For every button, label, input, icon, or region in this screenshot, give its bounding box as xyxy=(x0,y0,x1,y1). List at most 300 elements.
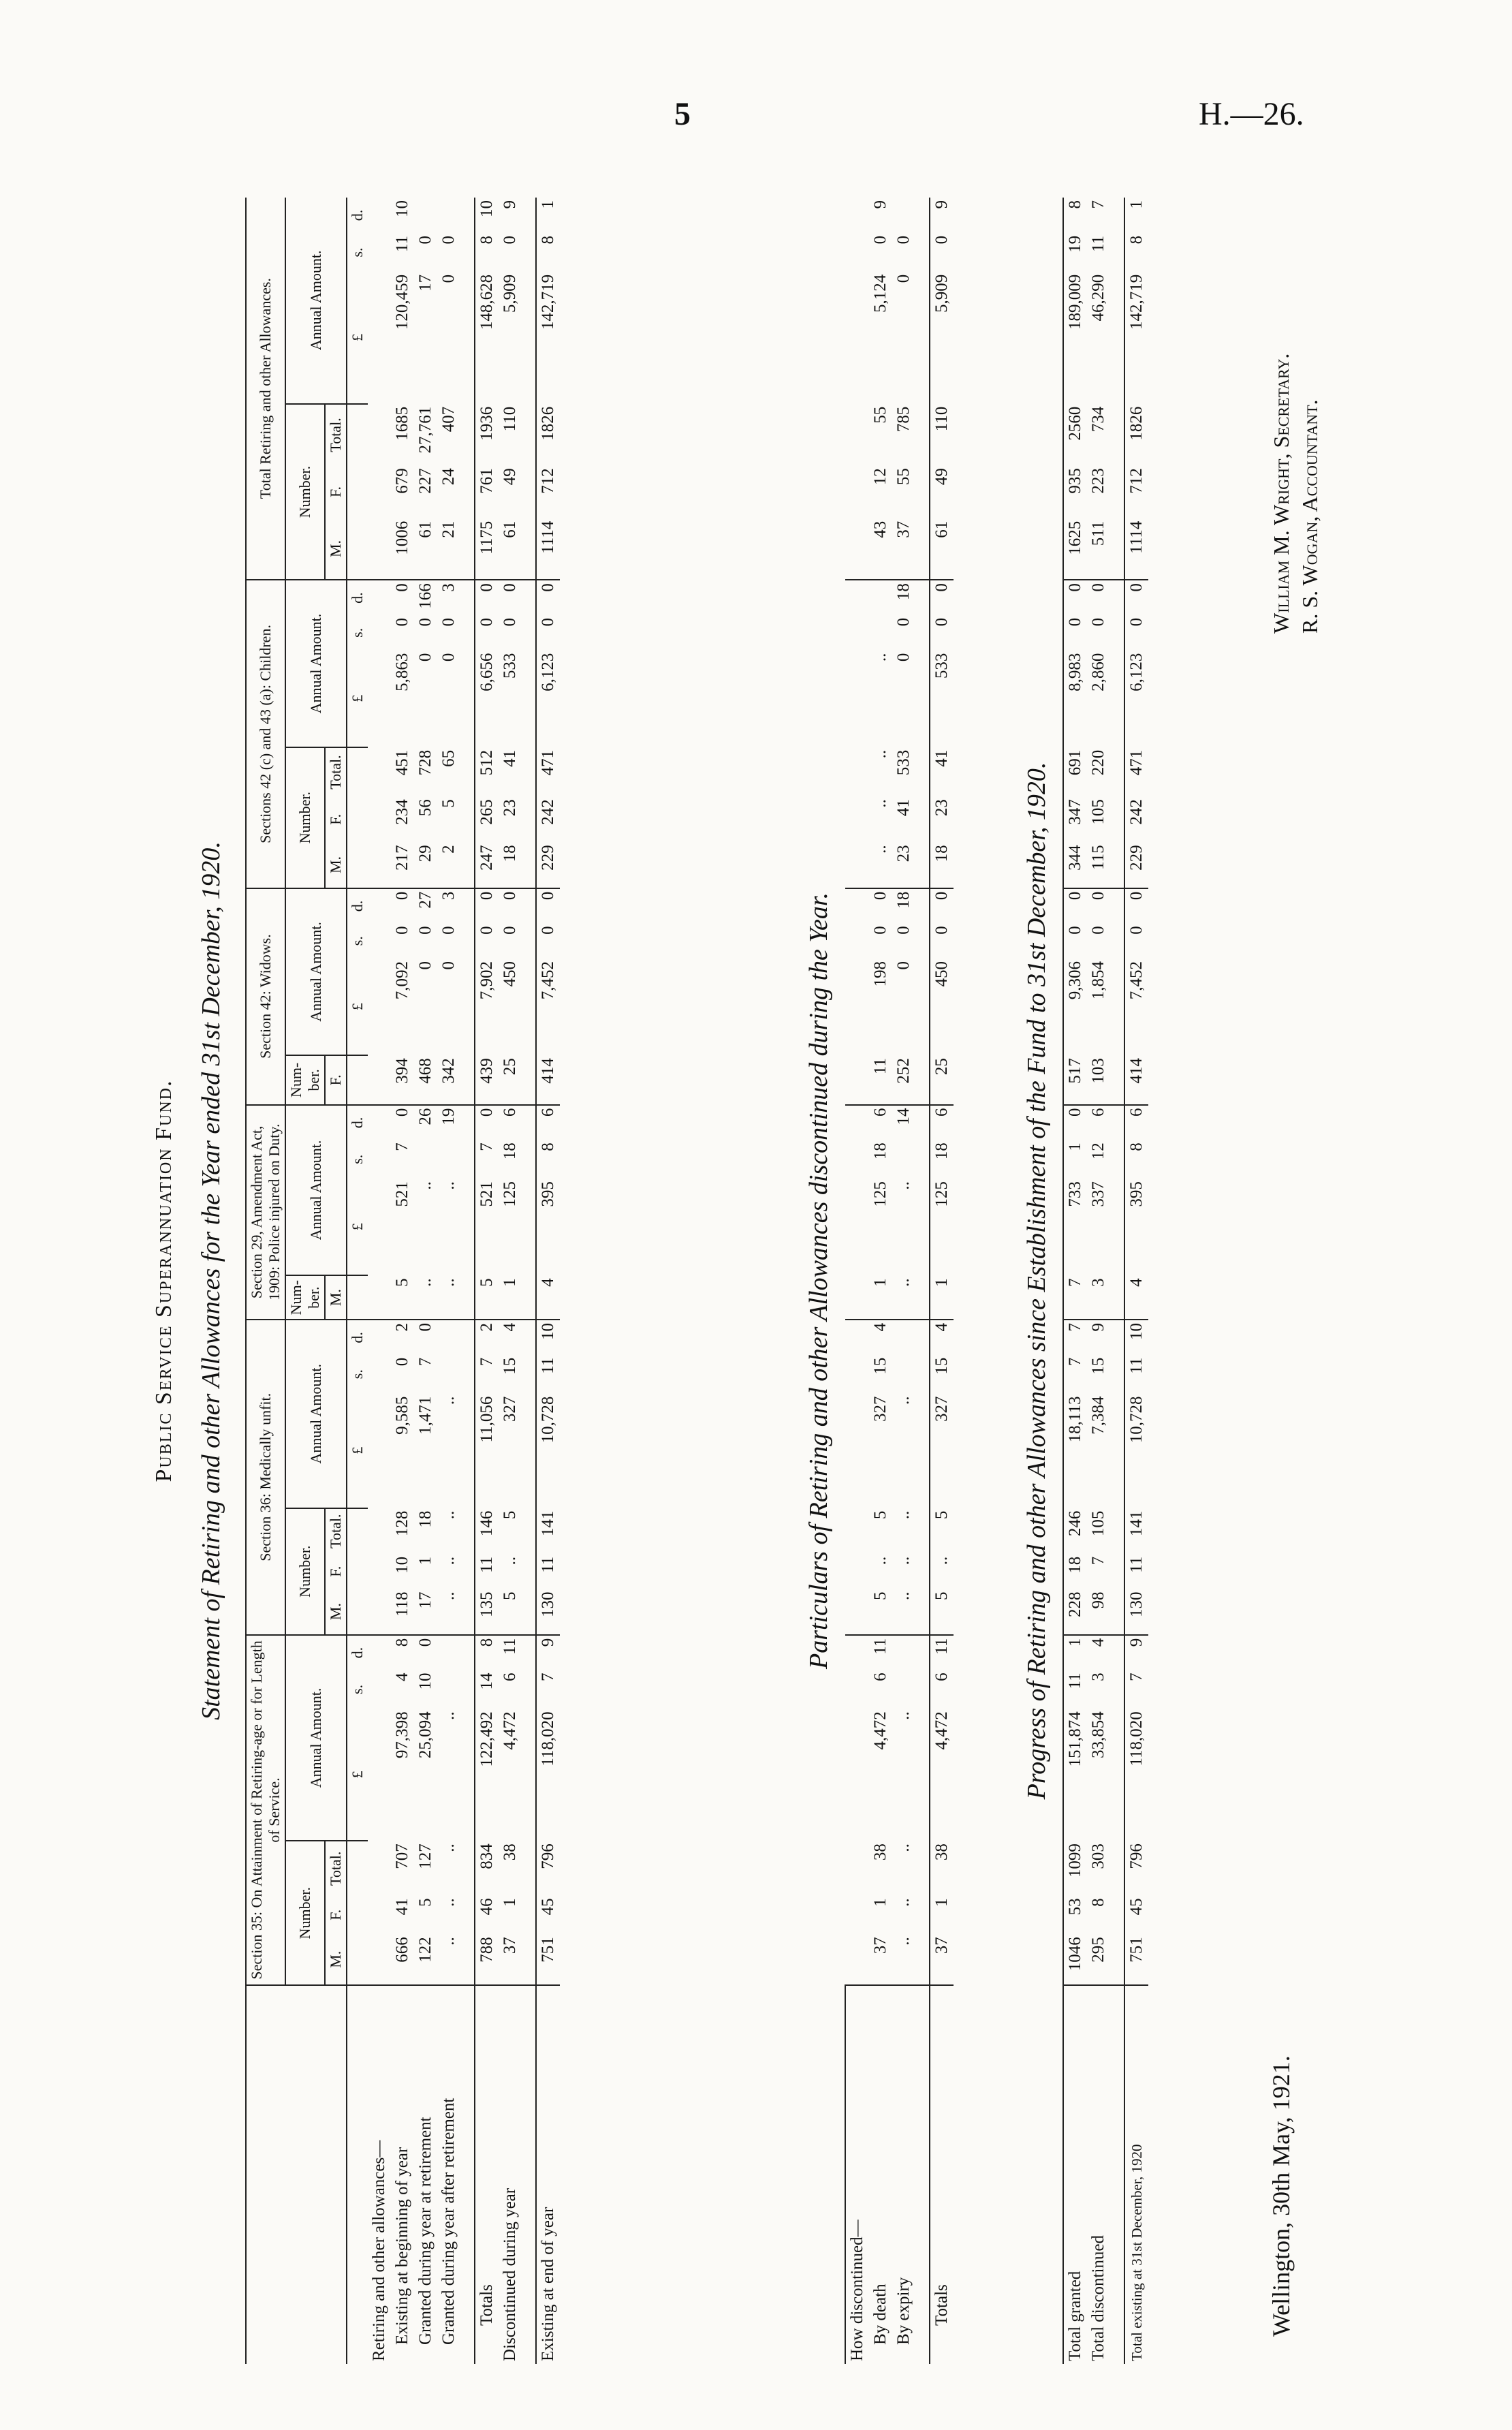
table-cell: 146 xyxy=(477,1510,496,1537)
empty-cell xyxy=(1110,580,1124,615)
empty-cell xyxy=(368,1670,391,1709)
empty-cell xyxy=(1110,1985,1124,2364)
empty-cell xyxy=(915,233,930,272)
empty-cell xyxy=(460,1635,475,1670)
table-cell: 342 xyxy=(439,1058,458,1084)
empty-cell xyxy=(460,198,475,233)
empty-cell xyxy=(845,1895,869,1934)
table-cell: 6 xyxy=(499,1105,522,1140)
empty-cell xyxy=(460,747,475,796)
empty-cell xyxy=(1110,796,1124,842)
table-cell: 8 xyxy=(1127,235,1146,245)
table-cell: 7 xyxy=(1066,1357,1084,1367)
empty-cell xyxy=(915,580,930,615)
empty-cell xyxy=(845,923,869,959)
empty-cell xyxy=(522,1055,536,1104)
table-cell: 2,860 xyxy=(1089,653,1107,691)
table-cell: 25 xyxy=(501,1058,519,1076)
table-cell: 55 xyxy=(871,406,889,424)
table-cell: 0 xyxy=(930,580,954,615)
table-cell: 110 xyxy=(501,406,519,432)
empty-cell xyxy=(915,465,930,518)
table-cell: 9 xyxy=(932,200,951,209)
table-cell: .. xyxy=(416,1278,435,1287)
table-cell: 6,656 xyxy=(477,653,496,691)
table-cell: 0 xyxy=(894,274,913,283)
table-cell: 5,124 xyxy=(871,274,889,313)
table-cell: 10,728 xyxy=(1127,1396,1146,1444)
table-cell: 8 xyxy=(391,1635,414,1670)
empty-cell xyxy=(1110,1670,1124,1709)
empty-cell xyxy=(845,1179,869,1275)
table-cell: 18 xyxy=(501,845,519,862)
table-cell: 468 xyxy=(416,1058,435,1084)
table-cell: 24 xyxy=(439,468,458,486)
table-cell: 220 xyxy=(1089,749,1107,776)
table-cell xyxy=(892,1355,915,1394)
table-cell: 0 xyxy=(501,926,519,935)
empty-cell xyxy=(845,233,869,272)
blank-header xyxy=(347,1055,368,1104)
table-cell: 242 xyxy=(1127,799,1146,825)
document-subtitle: Statement of Retiring and other Allowances for the Year ended 31st December, 1920. xyxy=(197,841,225,1720)
table-row xyxy=(536,198,560,2364)
row-label: Totals xyxy=(930,1985,954,2364)
empty-cell xyxy=(845,747,869,796)
table-row xyxy=(930,198,954,2364)
f-header: F. xyxy=(327,1909,344,1920)
table-cell: 37 xyxy=(894,520,913,538)
empty-cell xyxy=(915,272,930,404)
empty-cell xyxy=(915,747,930,796)
table-cell: 130 xyxy=(1127,1591,1146,1617)
table-cell xyxy=(437,1355,460,1394)
table-cell: 37 xyxy=(932,1937,951,1954)
table-cell: 0 xyxy=(1066,926,1084,935)
empty-cell xyxy=(845,518,869,580)
empty-cell xyxy=(915,1508,930,1554)
empty-cell xyxy=(460,1895,475,1934)
empty-cell xyxy=(915,1841,930,1895)
empty-cell xyxy=(460,923,475,959)
empty-cell xyxy=(522,796,536,842)
table-cell: 61 xyxy=(501,520,519,538)
table-cell: .. xyxy=(871,845,889,854)
table-cell: 533 xyxy=(932,653,951,679)
signatures xyxy=(1267,354,1324,634)
empty-cell xyxy=(915,1105,930,1140)
empty-cell xyxy=(522,272,536,404)
empty-cell xyxy=(460,1709,475,1841)
table-cell: 45 xyxy=(1127,1898,1146,1916)
table-row xyxy=(368,198,391,2364)
table-cell: 0 xyxy=(1066,617,1084,627)
table-cell: 246 xyxy=(1066,1510,1084,1537)
table-cell: 14 xyxy=(477,1672,496,1690)
empty-cell xyxy=(1110,1589,1124,1634)
table-cell: 105 xyxy=(1089,799,1107,825)
table-cell: 53 xyxy=(1066,1898,1084,1916)
table-cell: .. xyxy=(439,1843,458,1852)
empty-cell xyxy=(1110,888,1124,924)
table-cell: 0 xyxy=(932,235,951,245)
table-cell: 29 xyxy=(416,845,435,862)
table-cell: 414 xyxy=(1127,1058,1146,1084)
empty-cell xyxy=(915,518,930,580)
empty-cell xyxy=(915,1895,930,1934)
empty-cell xyxy=(915,923,930,959)
empty-cell xyxy=(915,1635,930,1670)
table-cell: .. xyxy=(894,1843,913,1852)
table-cell: 0 xyxy=(932,926,951,935)
table-row xyxy=(892,198,915,2364)
table-cell: 0 xyxy=(1124,888,1148,924)
table-cell: 43 xyxy=(871,520,889,538)
annual-header: Annual Amount. xyxy=(285,1635,347,1841)
table-cell: 2 xyxy=(391,1320,414,1355)
table-cell: 751 xyxy=(1127,1937,1146,1963)
table-row xyxy=(1063,198,1087,2364)
table-cell: 49 xyxy=(501,468,519,486)
table-cell: .. xyxy=(416,1181,435,1190)
table-cell: 7 xyxy=(1089,1556,1107,1566)
table-cell xyxy=(437,1320,460,1355)
table-cell: 105 xyxy=(1089,1510,1107,1537)
table-row xyxy=(869,198,892,2364)
table-cell: 511 xyxy=(1089,520,1107,546)
table-cell: 97,398 xyxy=(393,1711,411,1759)
table-cell: 6 xyxy=(869,1105,892,1140)
table-cell: 0 xyxy=(1087,580,1110,615)
empty-cell xyxy=(460,888,475,924)
table-cell: 10 xyxy=(393,1556,411,1574)
table-cell: 521 xyxy=(393,1181,411,1207)
table-cell: 61 xyxy=(416,520,435,538)
table-cell: 533 xyxy=(894,749,913,776)
table-cell: 796 xyxy=(539,1843,557,1869)
table-cell: 414 xyxy=(539,1058,557,1084)
table-cell: 785 xyxy=(894,406,913,433)
total-header: Total. xyxy=(325,747,347,796)
table-cell: 1175 xyxy=(477,520,496,555)
document-reference: H.—26. xyxy=(1199,96,1304,132)
empty-cell xyxy=(845,1320,869,1355)
empty-cell xyxy=(845,1055,869,1104)
table-cell: 1826 xyxy=(539,406,557,441)
table-row xyxy=(1124,198,1148,2364)
table-cell: 0 xyxy=(393,1357,411,1367)
table-cell: 8 xyxy=(1066,200,1084,209)
table-cell: 5,863 xyxy=(393,653,411,691)
empty-cell xyxy=(368,1589,391,1635)
table-cell: 110 xyxy=(932,406,951,432)
empty-cell xyxy=(460,796,475,842)
table-cell: 0 xyxy=(414,1635,437,1670)
stub-header xyxy=(347,1985,368,2364)
table-cell: 8 xyxy=(475,1635,499,1670)
empty-cell xyxy=(845,1105,869,1140)
document-title: Public Service Superannuation Fund. xyxy=(151,1079,176,1482)
table-cell: .. xyxy=(894,1556,913,1566)
table-cell: 142,719 xyxy=(1127,274,1146,330)
table-cell: 45 xyxy=(539,1898,557,1916)
table-cell: 394 xyxy=(393,1058,411,1084)
empty-cell xyxy=(522,1275,536,1320)
table-cell: 0 xyxy=(439,617,458,627)
empty-cell xyxy=(368,615,391,651)
table-cell: 49 xyxy=(932,468,951,486)
empty-cell xyxy=(1110,1709,1124,1841)
empty-cell xyxy=(368,1105,391,1140)
table-cell: 142,719 xyxy=(539,274,557,330)
table-cell: 12 xyxy=(871,468,889,486)
empty-cell xyxy=(915,1709,930,1841)
empty-cell xyxy=(460,1508,475,1554)
table-cell: .. xyxy=(894,1181,913,1190)
table-cell: 0 xyxy=(416,236,435,245)
empty-cell xyxy=(1110,923,1124,959)
table-cell: 27 xyxy=(414,888,437,924)
table-cell: 0 xyxy=(1063,1105,1087,1140)
empty-cell xyxy=(1110,233,1124,272)
table-cell: 707 xyxy=(393,1843,411,1869)
table-cell: .. xyxy=(894,1591,913,1600)
table-cell: 0 xyxy=(1087,888,1110,924)
table-cell: 3 xyxy=(1089,1278,1107,1287)
row-label: Total discontinued xyxy=(1087,1985,1110,2364)
table-cell: 25,094 xyxy=(416,1711,435,1759)
table-row xyxy=(391,198,414,2364)
table-row xyxy=(475,198,499,2364)
table-cell: 451 xyxy=(393,749,411,776)
spacer-row xyxy=(522,198,536,2364)
table-cell: 38 xyxy=(501,1843,519,1861)
table-cell: .. xyxy=(501,1556,519,1566)
table-cell: 11 xyxy=(1127,1357,1146,1374)
table-cell: 118 xyxy=(393,1591,411,1617)
table-cell: 1046 xyxy=(1066,1937,1084,1972)
empty-cell xyxy=(845,651,869,747)
empty-cell xyxy=(522,465,536,518)
row-label: Granted during year at retirement xyxy=(414,1985,437,2364)
table-cell: 796 xyxy=(1127,1843,1146,1869)
table-cell: 712 xyxy=(539,468,557,494)
empty-cell xyxy=(460,1589,475,1635)
table-cell: 1114 xyxy=(1127,520,1146,554)
table-cell: 1 xyxy=(416,1556,435,1566)
table-cell: 533 xyxy=(501,653,519,679)
empty-cell xyxy=(460,1394,475,1508)
table-cell: 9,306 xyxy=(1066,961,1084,1000)
table-cell: 7,902 xyxy=(477,961,496,1000)
table-cell: 18 xyxy=(871,1142,889,1160)
number-header: Number. xyxy=(285,747,325,888)
table-cell: 17 xyxy=(416,1591,435,1609)
table-cell: 6 xyxy=(932,1672,951,1681)
col-s42c-header: Sections 42 (c) and 43 (a): Children. xyxy=(246,580,285,888)
table-cell: 1625 xyxy=(1066,520,1084,555)
total-header: Total. xyxy=(325,404,347,465)
table-cell: 2560 xyxy=(1066,406,1084,441)
table-cell: 517 xyxy=(1066,1058,1084,1084)
empty-cell xyxy=(368,1709,391,1841)
table-cell: 18 xyxy=(932,845,951,862)
table-cell: 120,459 xyxy=(393,274,411,330)
number-header: Number. xyxy=(285,1508,325,1635)
table-cell: 25 xyxy=(932,1058,951,1076)
empty-cell xyxy=(460,959,475,1055)
empty-cell xyxy=(845,198,869,233)
m-header: M. xyxy=(327,856,344,874)
table-cell: 935 xyxy=(1066,468,1084,494)
empty-cell xyxy=(368,580,391,615)
table-cell: 728 xyxy=(416,749,435,776)
table-cell: 122,492 xyxy=(477,1711,496,1767)
table-cell: 189,009 xyxy=(1066,274,1084,330)
empty-cell xyxy=(915,198,930,233)
empty-cell xyxy=(845,888,869,924)
spacer-row xyxy=(915,198,930,2364)
table-cell: 0 xyxy=(1089,926,1107,935)
table-cell: 127 xyxy=(416,1843,435,1869)
row-label: Total granted xyxy=(1063,1985,1087,2364)
table-cell: 229 xyxy=(1127,845,1146,871)
table-cell: 3 xyxy=(1089,1672,1107,1681)
empty-cell xyxy=(845,1554,869,1589)
empty-cell xyxy=(1110,1355,1124,1394)
table-cell: 295 xyxy=(1089,1937,1107,1963)
empty-cell xyxy=(1110,747,1124,796)
empty-cell xyxy=(845,1841,869,1895)
table-cell: 1826 xyxy=(1127,406,1146,441)
empty-cell xyxy=(368,198,391,233)
table-cell: 247 xyxy=(477,845,496,871)
table-cell: 141 xyxy=(539,1510,557,1537)
table-cell: 11,056 xyxy=(477,1396,496,1443)
table-cell: 0 xyxy=(391,580,414,615)
table-cell: 0 xyxy=(393,926,411,935)
table-cell: 11 xyxy=(539,1357,557,1374)
row-label: Discontinued during year xyxy=(499,1985,522,2364)
table-row xyxy=(1087,198,1110,2364)
empty-cell xyxy=(522,198,536,233)
table-cell: 103 xyxy=(1089,1058,1107,1084)
empty-cell xyxy=(1110,518,1124,580)
table-cell: 15 xyxy=(932,1357,951,1375)
table-cell: 26 xyxy=(414,1105,437,1140)
empty-cell xyxy=(368,842,391,888)
table-cell: 1 xyxy=(501,1898,519,1907)
empty-cell xyxy=(522,1105,536,1140)
empty-cell xyxy=(845,1589,869,1634)
table-cell: 10 xyxy=(1124,1320,1148,1355)
row-label: Existing at beginning of year xyxy=(391,1985,414,2364)
empty-cell xyxy=(915,842,930,888)
annual-header: Annual Amount. xyxy=(285,580,347,747)
empty-cell xyxy=(460,233,475,272)
empty-cell xyxy=(522,1394,536,1508)
table-cell: .. xyxy=(871,749,889,759)
empty-cell xyxy=(368,796,391,842)
pound-header: £ xyxy=(349,1223,366,1231)
table-cell: 0 xyxy=(439,653,458,662)
empty-cell xyxy=(1110,1841,1124,1895)
empty-cell xyxy=(845,959,869,1055)
f-header: F. xyxy=(327,813,344,825)
annual-header: Annual Amount. xyxy=(307,250,324,351)
empty-cell xyxy=(522,1554,536,1589)
empty-cell xyxy=(460,465,475,518)
table-cell: 0 xyxy=(869,888,892,924)
empty-cell xyxy=(915,615,930,651)
table-cell: 1 xyxy=(871,1278,889,1287)
empty-cell xyxy=(915,888,930,924)
table-cell: 691 xyxy=(1066,749,1084,776)
discontinued-table xyxy=(845,198,954,2364)
table-cell: 11 xyxy=(1127,1556,1146,1573)
empty-cell xyxy=(522,580,536,615)
empty-cell xyxy=(522,923,536,959)
empty-cell xyxy=(368,888,391,924)
empty-cell xyxy=(522,1320,536,1355)
table-cell: 217 xyxy=(393,845,411,871)
empty-cell xyxy=(845,272,869,404)
table-cell: 1 xyxy=(1063,1635,1087,1670)
table-cell: 15 xyxy=(871,1357,889,1375)
table-cell: 0 xyxy=(499,580,522,615)
table-cell: 5 xyxy=(501,1510,519,1520)
empty-cell xyxy=(915,1985,930,2364)
table-cell xyxy=(437,1670,460,1709)
empty-cell xyxy=(1110,1394,1124,1508)
blank-header xyxy=(347,1275,368,1320)
pound-header: £ xyxy=(349,1771,366,1779)
table-cell: 0 xyxy=(536,888,560,924)
pence-header: d. xyxy=(347,888,368,924)
table-cell: 4,472 xyxy=(501,1711,519,1750)
table-cell: 10 xyxy=(393,200,411,217)
table-cell: 4 xyxy=(869,1320,892,1355)
row-label: Totals xyxy=(475,1985,499,2364)
page-number: 5 xyxy=(674,96,691,132)
empty-cell xyxy=(845,796,869,842)
table-cell: 18 xyxy=(501,1142,519,1160)
table-cell: 4 xyxy=(539,1278,557,1287)
empty-cell xyxy=(1110,1895,1124,1934)
empty-cell xyxy=(1110,465,1124,518)
empty-cell xyxy=(522,1841,536,1895)
table-cell: 11 xyxy=(499,1635,522,1670)
pence-header: d. xyxy=(347,1635,368,1670)
table-cell: 0 xyxy=(416,617,435,627)
empty-cell xyxy=(915,1589,930,1634)
pence-header: d. xyxy=(347,1320,368,1355)
table-cell: 512 xyxy=(477,749,496,776)
empty-cell xyxy=(460,842,475,888)
table-cell: 0 xyxy=(894,653,913,662)
row-label: Granted during year after retirement xyxy=(437,1985,460,2364)
table-cell: 18 xyxy=(892,888,915,924)
table-cell: 8 xyxy=(539,236,557,245)
table-cell: 0 xyxy=(1127,926,1146,935)
empty-cell xyxy=(368,1895,391,1934)
table-cell: 1 xyxy=(1066,1142,1084,1151)
table-cell: 166 xyxy=(414,580,437,615)
table-cell: 46,290 xyxy=(1089,274,1107,322)
table-cell: 5,909 xyxy=(932,274,951,313)
table-cell: 5 xyxy=(932,1591,951,1600)
table-cell: 11 xyxy=(871,1058,889,1075)
